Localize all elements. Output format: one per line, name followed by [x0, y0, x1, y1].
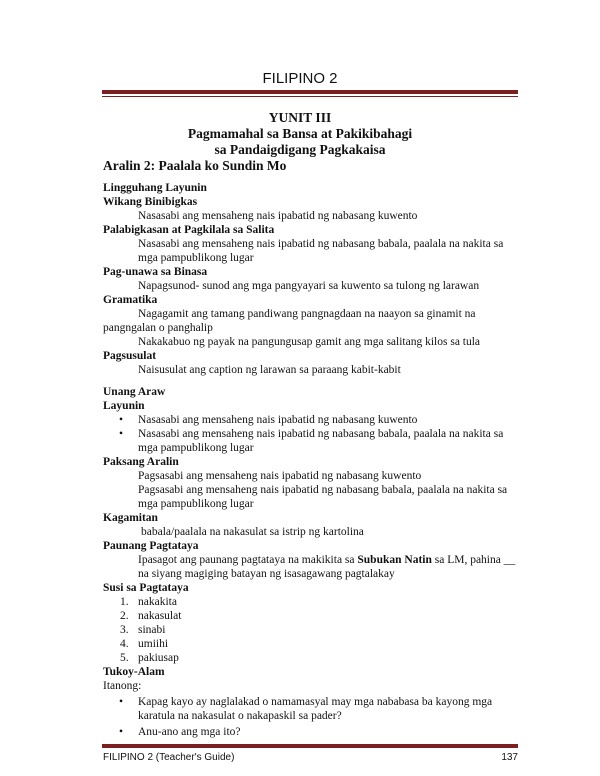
section-heading: Gramatika [103, 294, 158, 306]
header-rule-thick [102, 90, 518, 94]
paunang-line-1 [138, 554, 515, 566]
susi-number: 4. [120, 638, 129, 650]
tukoy-intro: Itanong: [103, 680, 142, 692]
section-heading: Wikang Binibigkas [103, 196, 198, 208]
susi-number: 3. [120, 624, 129, 636]
layunin-bullet-continuation: mga pampublikong lugar [138, 442, 254, 454]
paunang-text: Ipasagot ang paunang pagtataya na makikita sa [138, 554, 358, 566]
paksa-line: mga pampublikong lugar [138, 498, 254, 510]
tukoy-heading: Tukoy-Alam [103, 666, 165, 678]
section-heading: Palabigkasan at Pagkilala sa Salita [103, 224, 275, 236]
unit-subtitle-2: sa Pandaigdigang Pagkakaisa [214, 142, 386, 157]
subukan-natin: Subukan Natin [357, 554, 432, 566]
susi-item: nakakita [138, 596, 177, 608]
section-line: mga pampublikong lugar [138, 252, 254, 264]
section-heading: Pag-unawa sa Binasa [103, 266, 208, 278]
paksa-heading: Paksang Aralin [103, 456, 179, 468]
paksa-line: Pagsasabi ang mensaheng nais ipabatid ng nabasang babala, paalala na nakita sa [138, 484, 508, 496]
section-line: Nasasabi ang mensaheng nais ipabatid ng nabasang babala, paalala na nakita sa [138, 238, 504, 250]
lesson-title: Aralin 2: Paalala ko Sundin Mo [103, 158, 287, 173]
susi-number: 1. [120, 596, 129, 608]
weekly-heading: Lingguhang Layunin [103, 182, 207, 194]
paunang-heading: Paunang Pagtataya [103, 540, 199, 552]
susi-item: nakasulat [138, 610, 182, 622]
section-line: Nakakabuo ng payak na pangungusap gamit ang mga salitang kilos sa tula [138, 336, 481, 348]
footer-rule [102, 744, 518, 748]
header-title: FILIPINO 2 [262, 70, 338, 87]
tukoy-bullet: • Anu-ano ang mga ito? [138, 726, 241, 738]
section-line: pangngalan o panghalip [103, 322, 213, 334]
page-number: 137 [501, 752, 518, 763]
section-line: Napagsunod- sunod ang mga pangyayari sa kuwento sa tulong ng larawan [138, 280, 480, 292]
section-line: Naisusulat ang caption ng larawan sa paraang kabit-kabit [138, 364, 401, 376]
day1-heading: Unang Araw [103, 386, 166, 398]
paksa-line: Pagsasabi ang mensaheng nais ipabatid ng nabasang kuwento [138, 470, 422, 482]
kagamitan-line: babala/paalala na nakasulat sa istrip ng kartolina [141, 526, 364, 538]
susi-number: 2. [120, 610, 129, 622]
susi-item: pakiusap [138, 652, 179, 664]
unit-subtitle-1: Pagmamahal sa Bansa at Pakikibahagi [187, 126, 413, 141]
section-line: Nagagamit ang tamang pandiwang pangnagdaan na naayon sa ginamit na [138, 308, 476, 320]
kagamitan-heading: Kagamitan [103, 512, 158, 524]
layunin-heading: Layunin [103, 400, 145, 412]
header-rule-thin [102, 96, 518, 97]
section-line: Nasasabi ang mensaheng nais ipabatid ng nabasang kuwento [138, 210, 418, 222]
section-heading: Pagsusulat [103, 350, 157, 362]
susi-item: umiihi [138, 638, 169, 650]
unit-title: YUNIT III [268, 110, 332, 125]
susi-item: sinabi [138, 624, 166, 636]
footer-label: FILIPINO 2 (Teacher's Guide) [103, 752, 235, 763]
layunin-bullet: • Nasasabi ang mensaheng nais ipabatid ng nabasang babala, paalala na nakita sa [138, 428, 503, 440]
susi-number: 5. [120, 652, 129, 664]
tukoy-bullet: • Kapag kayo ay naglalakad o namamasyal may mga nababasa ba kayong mga [138, 696, 492, 708]
paunang-line-2: na siyang magiging batayan ng isasagawang pagtalakay [138, 568, 395, 580]
tukoy-bullet-continuation: karatula na nakasulat o nakapaskil sa pader? [138, 710, 342, 722]
susi-heading: Susi sa Pagtataya [103, 582, 189, 594]
layunin-bullet: • Nasasabi ang mensaheng nais ipabatid ng nabasang kuwento [138, 414, 417, 426]
paunang-text: sa LM, pahina __ [431, 554, 516, 566]
